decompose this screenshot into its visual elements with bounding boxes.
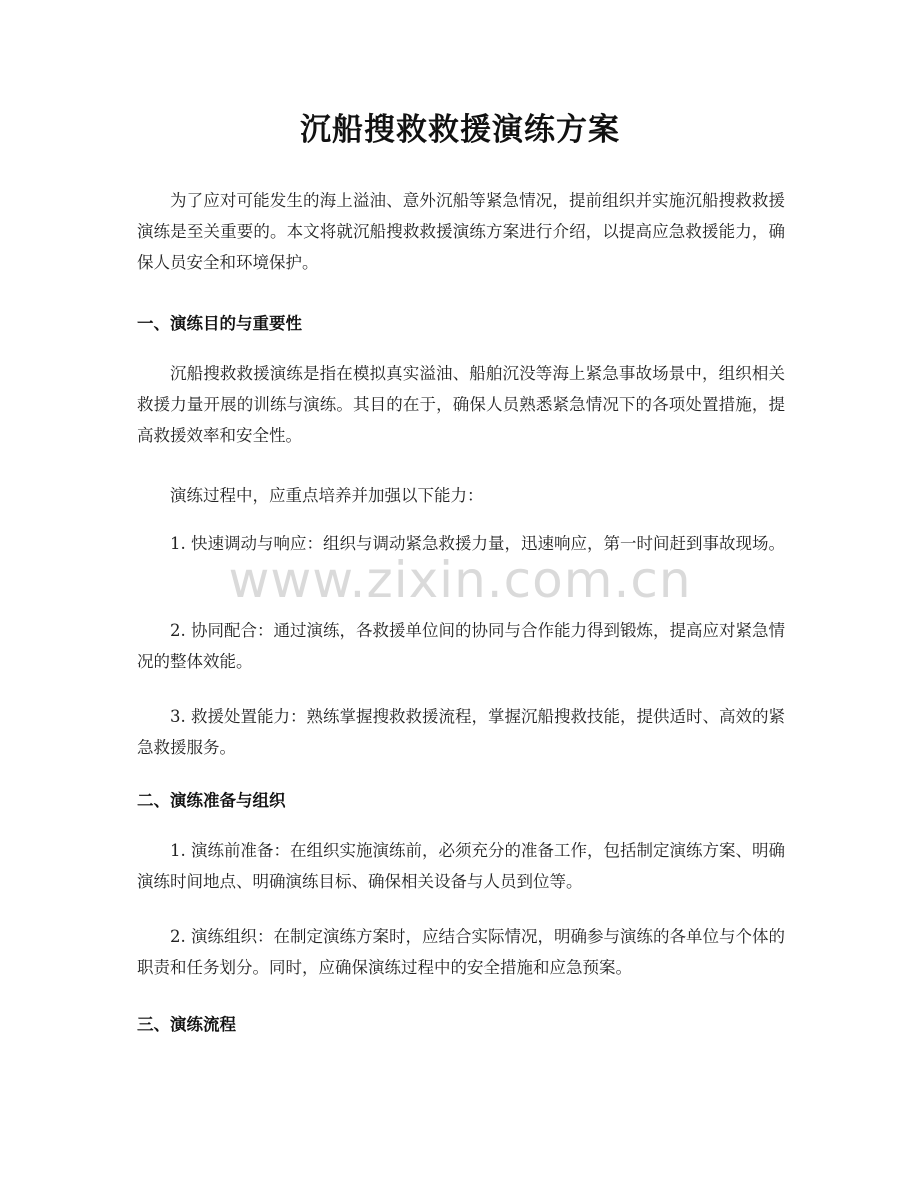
section-1-heading: 一、演练目的与重要性 (137, 314, 302, 333)
section-1-list-item-3: 3. 救援处置能力：熟练掌握搜救救援流程，掌握沉船搜救技能，提供适时、高效的紧急救援服务。 (137, 707, 785, 757)
section-2-heading: 二、演练准备与组织 (137, 791, 286, 810)
section-1-paragraph-2: 演练过程中，应重点培养并加强以下能力： (170, 486, 484, 505)
intro-paragraph: 为了应对可能发生的海上溢油、意外沉船等紧急情况，提前组织并实施沉船搜救救援演练是至关重要的。本文将就沉船搜救救援演练方案进行介绍，以提高应急救援能力，确保人员安全和环境保护。 (137, 191, 785, 272)
document-title: 沉船搜救救援演练方案 (300, 112, 620, 148)
section-2-list-item-1: 1. 演练前准备：在组织实施演练前，必须充分的准备工作，包括制定演练方案、明确演练时间地点、明确演练目标、确保相关设备与人员到位等。 (137, 841, 785, 891)
watermark: www.zixin.com.cn (228, 551, 692, 609)
section-1-paragraph-1: 沉船搜救救援演练是指在模拟真实溢油、船舶沉没等海上紧急事故场景中，组织相关救援力量开展的训练与演练。其目的在于，确保人员熟悉紧急情况下的各项处置措施，提高救援效率和安全性。 (137, 364, 785, 445)
section-2-list-item-2: 2. 演练组织：在制定演练方案时，应结合实际情况，明确参与演练的各单位与个体的职责和任务划分。同时，应确保演练过程中的安全措施和应急预案。 (137, 927, 785, 977)
section-1-list-item-2: 2. 协同配合：通过演练，各救援单位间的协同与合作能力得到锻炼，提高应对紧急情况的整体效能。 (137, 621, 785, 671)
section-1-list-item-1: 1. 快速调动与响应：组织与调动紧急救援力量，迅速响应，第一时间赶到事故现场。 (170, 534, 785, 553)
section-3-heading: 三、演练流程 (137, 1015, 236, 1034)
